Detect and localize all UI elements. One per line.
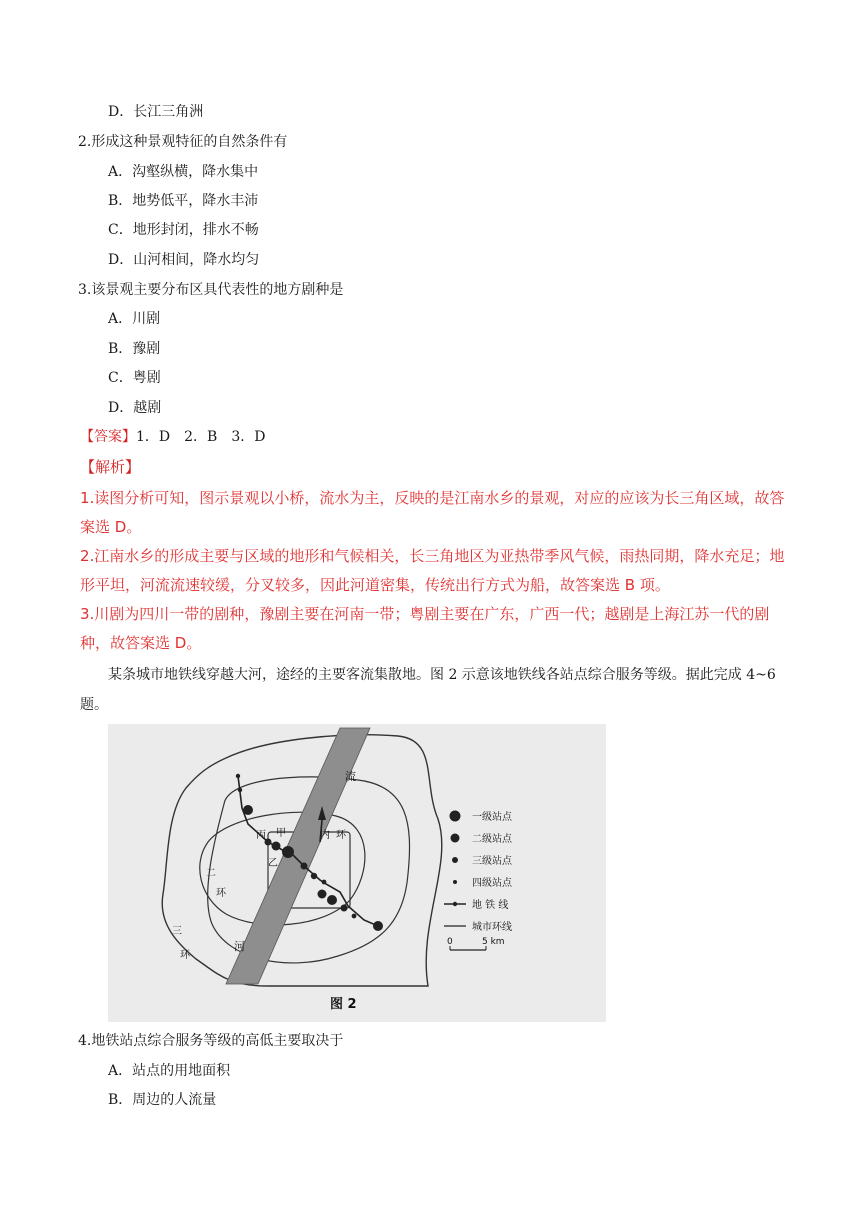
station-level3 [341, 905, 348, 912]
analysis-item-3: 3.川剧为四川一带的剧种，豫剧主要在河南一带；粤剧主要在广东，广西一代；越剧是上海江苏一代的剧种，故答案选 D。 [80, 605, 770, 652]
station-level4 [352, 914, 357, 919]
station-level2 [243, 805, 253, 815]
q3-stem: 3.该景观主要分布区具代表性的地方剧种是 [78, 282, 344, 298]
station-level2 [327, 895, 337, 905]
legend-ring-road: 城市环线 [472, 922, 512, 933]
station-label: 乙 [268, 858, 278, 869]
q3-option-a: A．川剧 [108, 311, 161, 327]
ring-label: 二 [206, 868, 216, 879]
figure-2-map [108, 724, 606, 1022]
q2-option-b: B．地势低平，降水丰沛 [108, 193, 259, 209]
ring-label: 环 [336, 830, 346, 841]
station-level3 [301, 863, 308, 870]
ring-label: 环 [216, 888, 226, 899]
q4-option-a: A．站点的用地面积 [108, 1063, 231, 1079]
q4-option-b: B．周边的人流量 [108, 1092, 217, 1108]
legend-level2: 二级站点 [472, 834, 512, 845]
q2-option-a: A．沟壑纵横，降水集中 [108, 164, 259, 180]
legend-level3: 三级站点 [472, 856, 512, 867]
intro-paragraph: 某条城市地铁线穿越大河，途经的主要客流集散地。图 2 示意该地铁线各站点综合服务等级。据此完成 4~6 题。 [80, 667, 776, 713]
river-label: 河 [234, 940, 245, 953]
q2-option-c: C．地形封闭，排水不畅 [108, 222, 259, 238]
ring-label: 环 [180, 950, 190, 961]
station-level3 [311, 873, 317, 879]
station-label: 丙 [256, 830, 266, 841]
analysis-tag: 【解析】 [80, 458, 141, 476]
analysis-item-2: 2.江南水乡的形成主要与区域的地形和气候相关，长三角地区为亚热带季风气候，雨热同期，降水充足；地形平坦，河流流速较缓，分叉较多，因此河道密集，传统出行方式为船，故答案选 B 项。 [80, 547, 785, 594]
q3-option-d: D．越剧 [108, 400, 162, 416]
station-level2 [373, 921, 383, 931]
station-level4 [236, 774, 240, 778]
q1-option-d: D．长江三角洲 [108, 104, 204, 120]
answer-text: 1．D 2．B 3．D [136, 429, 266, 445]
q3-option-b: B．豫剧 [108, 341, 161, 357]
legend-metro-line: 地 铁 线 [472, 900, 509, 911]
scale-zero: 0 [447, 937, 453, 947]
legend-level2-icon [451, 834, 460, 843]
legend-level4-icon [453, 880, 457, 884]
q2-stem: 2.形成这种景观特征的自然条件有 [78, 134, 288, 150]
answer-line [80, 427, 265, 447]
station-level2 [272, 842, 281, 851]
station-label: 甲 [276, 828, 286, 839]
legend-level3-icon [452, 857, 458, 863]
river-label: 流 [345, 770, 356, 783]
station-level4 [238, 788, 242, 792]
station-level2 [318, 890, 327, 899]
legend-level1: 一级站点 [472, 812, 512, 823]
legend-level4: 四级站点 [472, 878, 512, 889]
q3-option-c: C．粤剧 [108, 370, 161, 386]
ring-label: 内 [320, 830, 330, 841]
scale-distance: 5 km [482, 937, 505, 947]
q4-stem: 4.地铁站点综合服务等级的高低主要取决于 [78, 1033, 344, 1049]
figure-caption: 图 2 [330, 997, 357, 1012]
ring-label: 三 [172, 926, 182, 937]
analysis-item-1: 1.读图分析可知，图示景观以小桥，流水为主，反映的是江南水乡的景观，对应的应该为长三角区域，故答案选 D。 [80, 489, 785, 536]
answer-tag: 【答案】 [80, 429, 136, 445]
station-level1 [282, 846, 294, 858]
station-level4 [322, 880, 327, 885]
q2-option-d: D．山河相间，降水均匀 [108, 252, 260, 268]
legend-level1-icon [450, 811, 461, 822]
